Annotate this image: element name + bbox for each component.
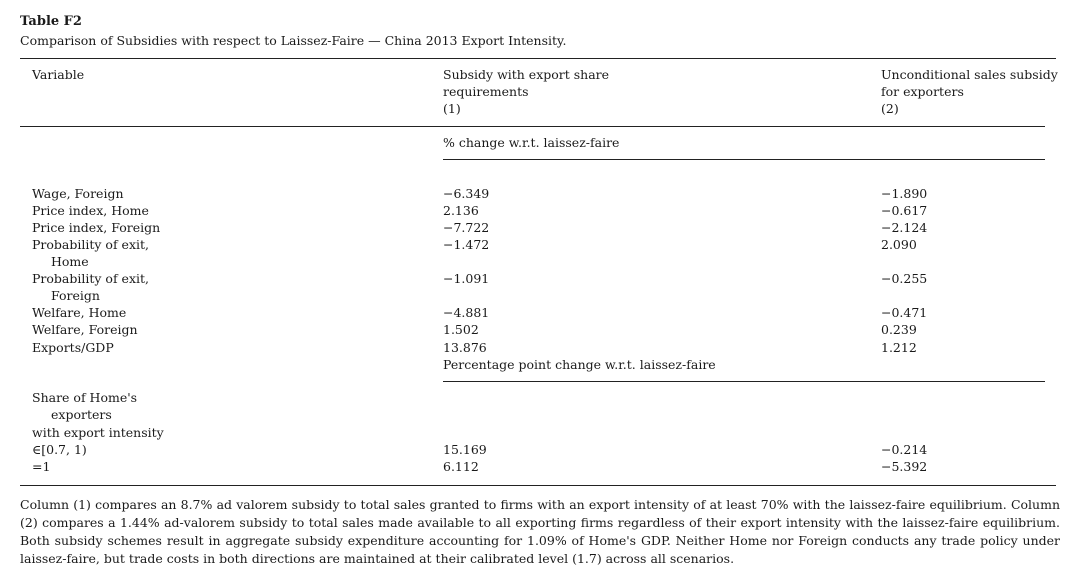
table-caption: Comparison of Subsidies with respect to Laissez-Faire — China 2013 Export Intensity. [20, 33, 567, 48]
row-label: Welfare, Foreign [32, 322, 138, 337]
row-label: Probability of exit, [32, 271, 149, 286]
row-value-col2: −5.392 [881, 459, 928, 474]
row-value-col2: −2.124 [881, 220, 928, 235]
table-note: Column (1) compares an 8.7% ad valorem subsidy to total sales granted to firms with an export intensity of at least 70% with the laissez-faire equilibrium. Column (2) compares a 1.44% ad-valorem subsidy to total sales made available to all exporting firms regardless of their export intensity with the laissez-faire equilibrium. Both subsidy schemes result in aggregate subsidy expenditure accounting for 1.09% of Home's GDP. Neither Home nor Foreign conducts any trade policy under laissez-faire, but trade costs in both directions are maintained at their calibrated level (1.7) across all scenarios. [20, 497, 1060, 566]
row-label: Price index, Foreign [32, 220, 161, 235]
header-col1-line2: requirements [443, 84, 529, 99]
header-rule [20, 126, 1045, 127]
share-label-line1: Share of Home's [32, 390, 138, 405]
row-label: Exports/GDP [32, 340, 114, 355]
row-value-col2: 2.090 [881, 237, 917, 252]
row-label: Wage, Foreign [32, 186, 124, 201]
row-value-col1: −1.472 [443, 237, 490, 252]
row-value-col1: 1.502 [443, 322, 479, 337]
bottom-rule [20, 485, 1056, 486]
row-value-col2: −0.471 [881, 305, 928, 320]
section1-rule [443, 159, 1045, 160]
share-label-line2: exporters [51, 407, 112, 422]
row-value-col2: −0.255 [881, 271, 928, 286]
header-col2-number: (2) [881, 101, 899, 116]
top-rule [20, 58, 1056, 59]
header-col1-number: (1) [443, 101, 461, 116]
header-col1-line1: Subsidy with export share [443, 67, 610, 82]
row-label: Welfare, Home [32, 305, 127, 320]
row-label-continued: Foreign [51, 288, 100, 303]
row-label: Probability of exit, [32, 237, 149, 252]
row-label: Price index, Home [32, 203, 149, 218]
row-value-col1: 6.112 [443, 459, 479, 474]
header-col2-line1: Unconditional sales subsidy [881, 67, 1058, 82]
header-variable: Variable [32, 67, 85, 82]
row-value-col1: 15.169 [443, 442, 487, 457]
row-label-continued: Home [51, 254, 89, 269]
row-value-col1: −1.091 [443, 271, 490, 286]
section2-rule [443, 381, 1045, 382]
row-value-col2: −0.214 [881, 442, 928, 457]
header-col2-line2: for exporters [881, 84, 964, 99]
table-label: Table F2 [20, 14, 82, 29]
row-value-col1: 13.876 [443, 340, 487, 355]
row-value-col2: −1.890 [881, 186, 928, 201]
row-value-col2: 1.212 [881, 340, 917, 355]
row-label: =1 [32, 459, 51, 474]
share-label-line3: with export intensity [32, 425, 164, 440]
row-value-col1: −7.722 [443, 220, 490, 235]
section1-label: % change w.r.t. laissez-faire [443, 135, 620, 150]
row-value-col2: −0.617 [881, 203, 928, 218]
row-value-col1: −4.881 [443, 305, 490, 320]
section2-label: Percentage point change w.r.t. laissez-faire [443, 357, 716, 372]
row-label: ∈[0.7, 1) [32, 442, 87, 457]
row-value-col1: 2.136 [443, 203, 479, 218]
row-value-col2: 0.239 [881, 322, 917, 337]
row-value-col1: −6.349 [443, 186, 490, 201]
